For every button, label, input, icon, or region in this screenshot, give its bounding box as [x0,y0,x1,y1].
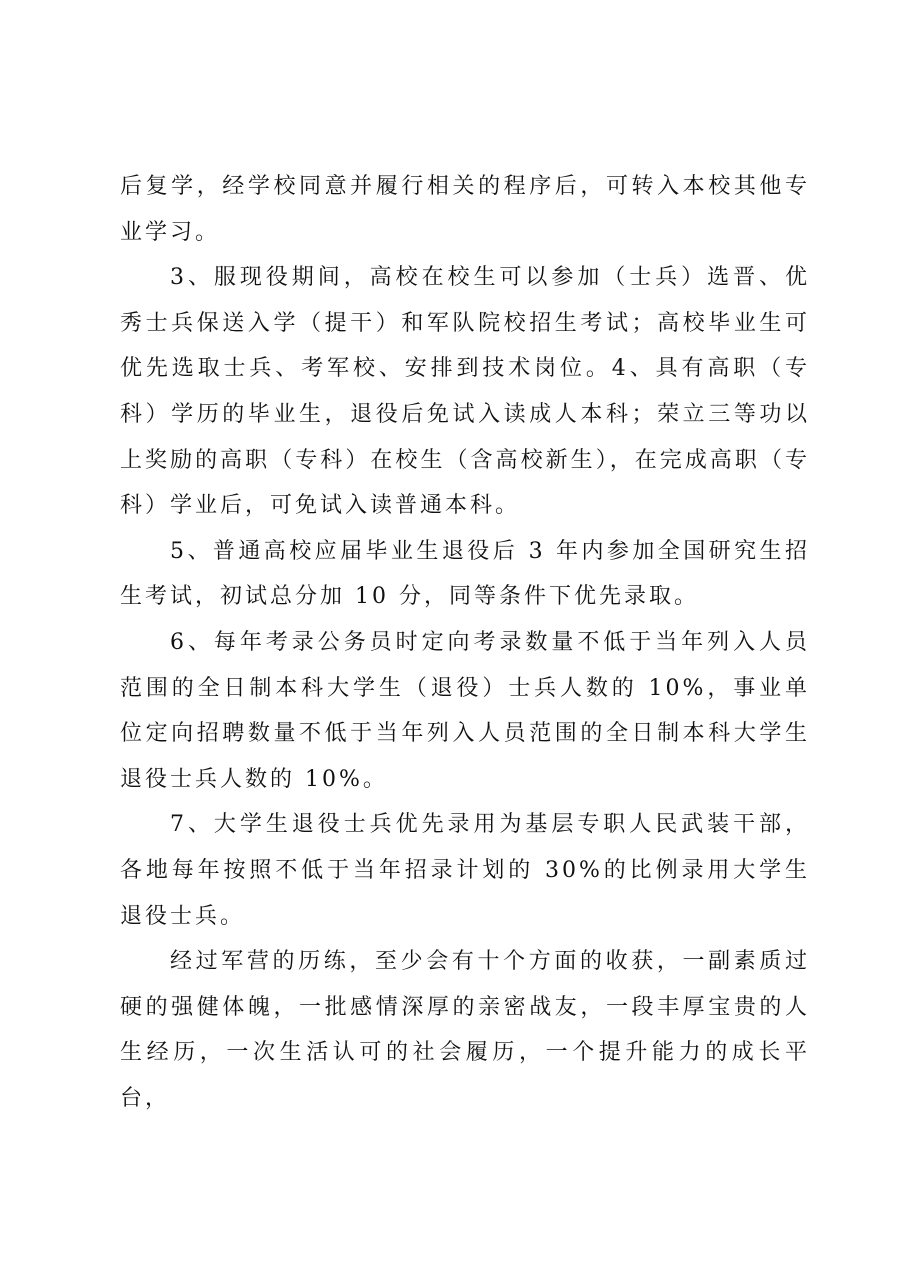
paragraph-item-7: 7、大学生退役士兵优先录用为基层专职人民武装干部，各地每年按照不低于当年招录计划的 30%的比例录用大学生退役士兵。 [120,812,810,929]
paragraph-item-6: 6、每年考录公务员时定向考录数量不低于当年列入人员范围的全日制本科大学生（退役）士兵人数的 10%，事业单位定向招聘数量不低于当年列入人员范围的全日制本科大学生退役士兵人数的 10%。 [120,629,810,792]
paragraph-continuation: 后复学，经学校同意并履行相关的程序后，可转入本校其他专业学习。 [120,174,810,245]
paragraph-item-5: 5、普通高校应届毕业生退役后 3 年内参加全国研究生招生考试，初试总分加 10 分，同等条件下优先录取。 [120,538,810,610]
paragraph-item-3-4: 3、服现役期间，高校在校生可以参加（士兵）选晋、优秀士兵保送入学（提干）和军队院校招生考试；高校毕业生可优先选取士兵、考军校、安排到技术岗位。4、具有高职（专科）学历的毕业生，退役后免试入读成人本科；荣立三等功以上奖励的高职（专科）在校生（含高校新生），在完成高职（专科）学业后，可免试入读普通本科。 [120,265,810,519]
document-page [120,164,810,1121]
paragraph-benefits: 经过军营的历练，至少会有十个方面的收获，一副素质过硬的强健体魄，一批感情深厚的亲密战友，一段丰厚宝贵的人生经历，一次生活认可的社会履历，一个提升能力的成长平台， [120,949,810,1111]
